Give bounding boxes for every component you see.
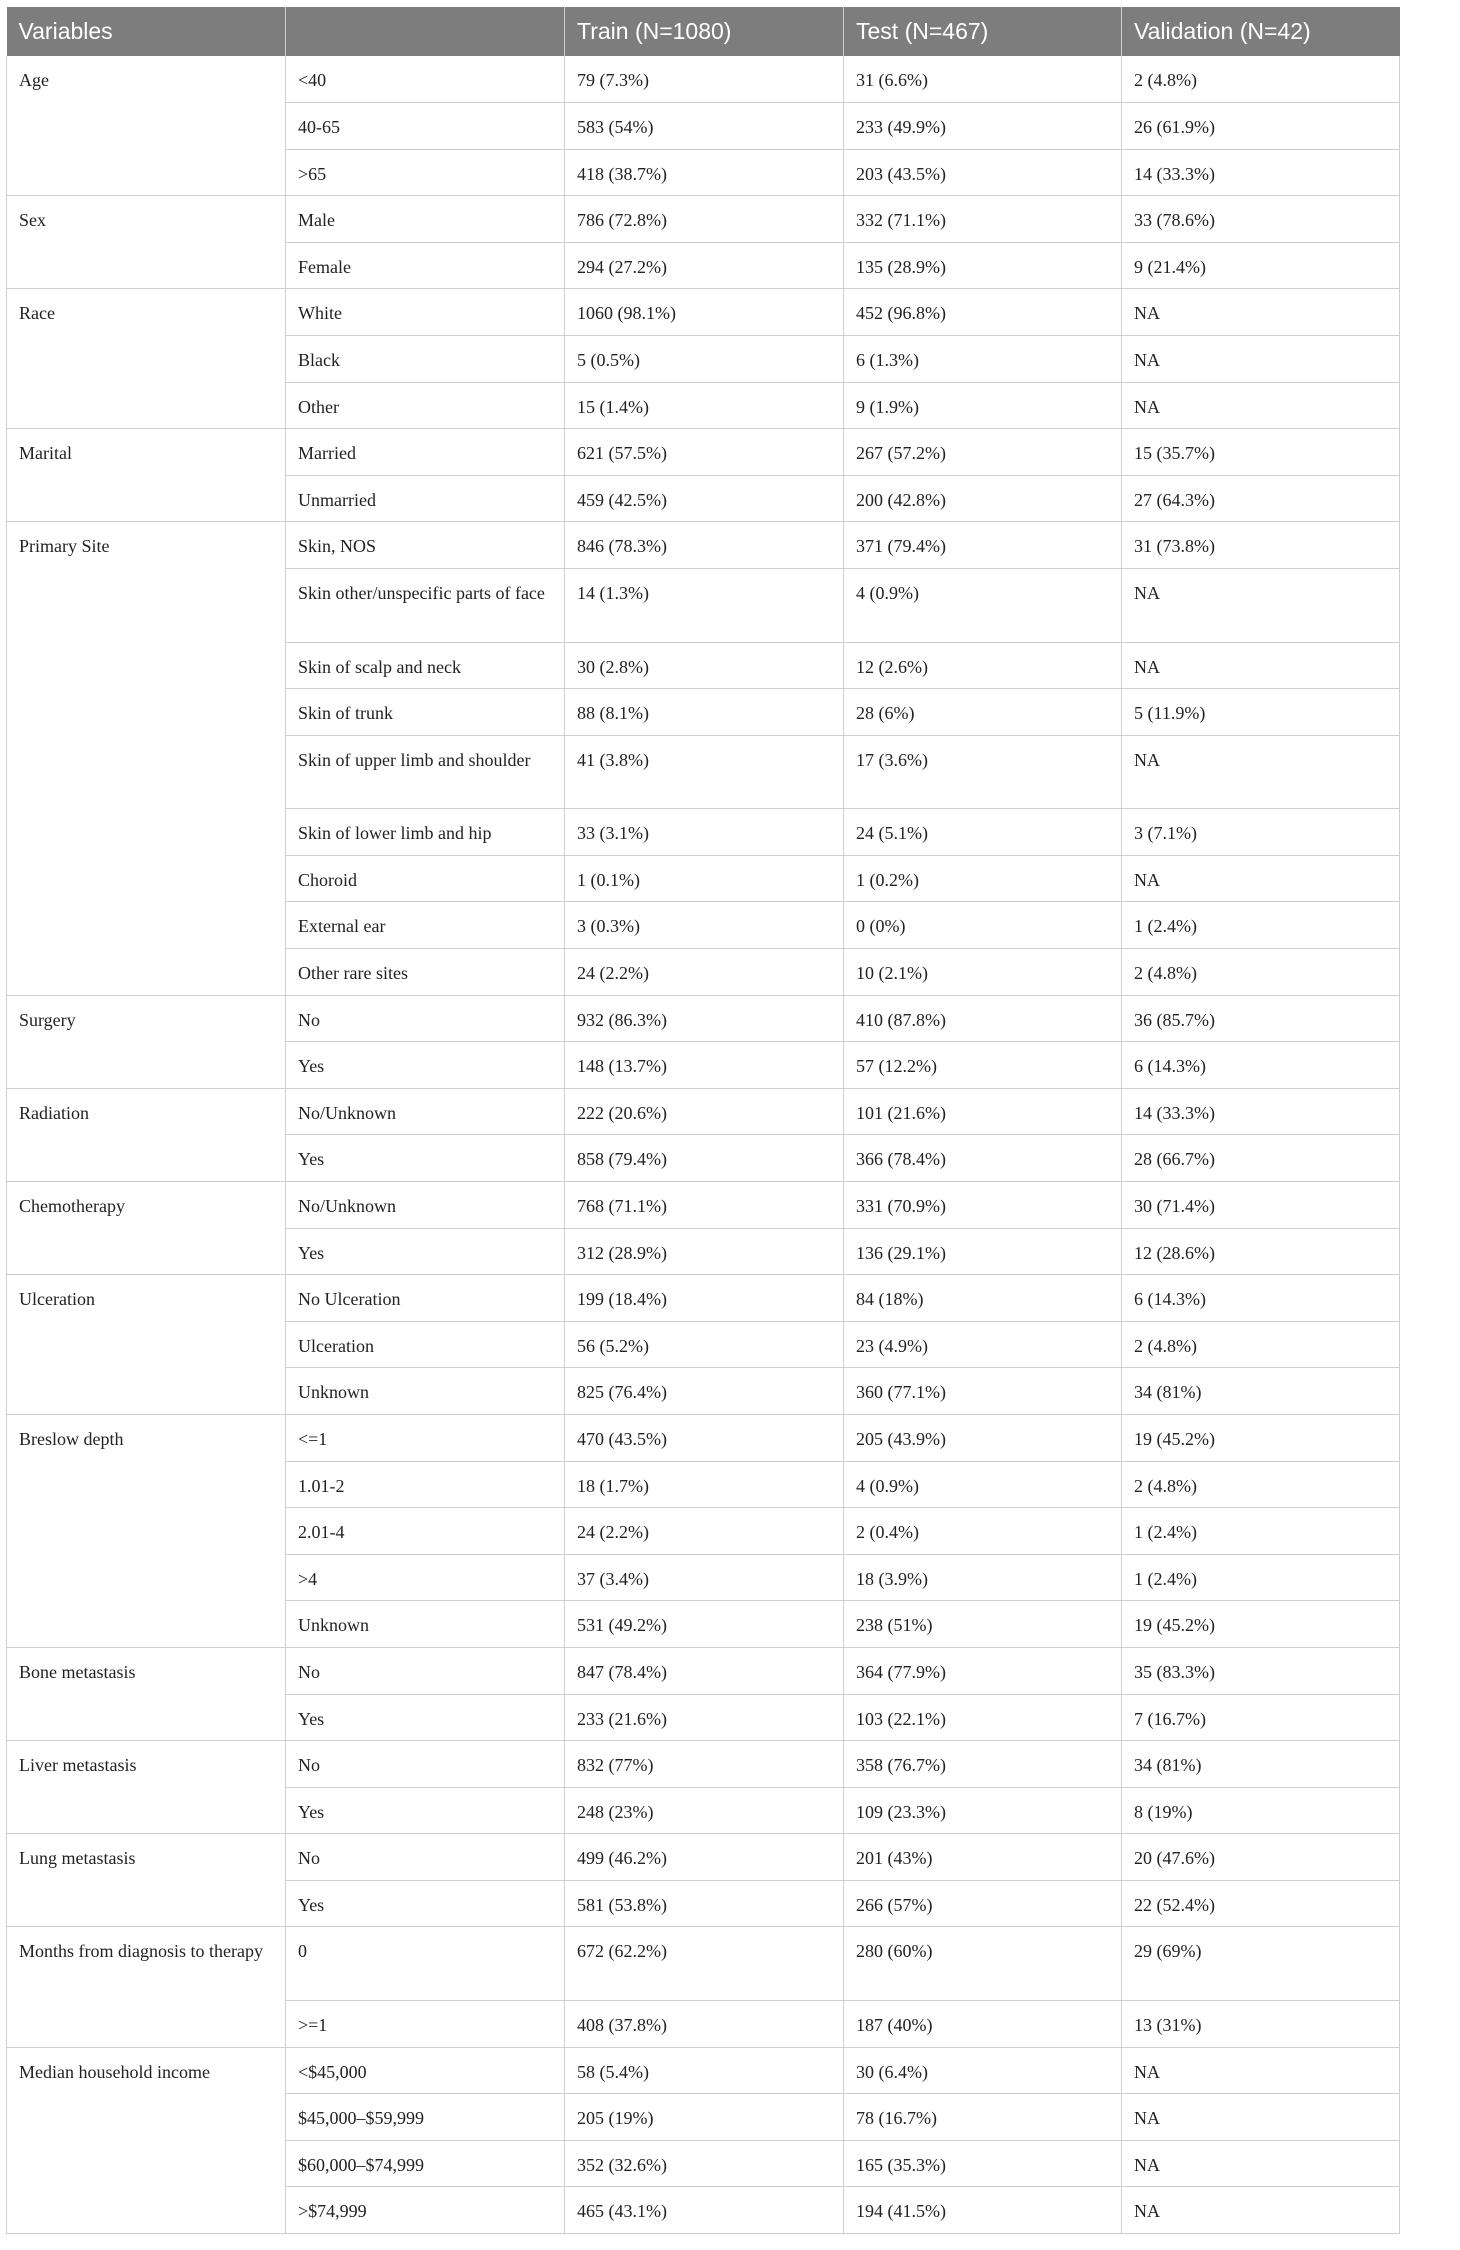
header-variables: Variables xyxy=(7,7,286,56)
cell-variable: Sex xyxy=(7,196,286,243)
cell-validation: 2 (4.8%) xyxy=(1122,1321,1400,1368)
cell-variable xyxy=(7,569,286,643)
cell-train: 470 (43.5%) xyxy=(565,1414,844,1461)
table-row xyxy=(7,1321,1400,1368)
cell-variable xyxy=(7,1787,286,1834)
cell-variable: Median household income xyxy=(7,2047,286,2094)
cell-variable xyxy=(7,735,286,809)
table-row xyxy=(7,56,1400,103)
cell-test: 24 (5.1%) xyxy=(844,809,1122,856)
cell-level: White xyxy=(286,289,565,336)
cell-test: 233 (49.9%) xyxy=(844,103,1122,150)
cell-variable xyxy=(7,2187,286,2234)
cell-test: 109 (23.3%) xyxy=(844,1787,1122,1834)
table-row xyxy=(7,475,1400,522)
table-row xyxy=(7,1135,1400,1182)
table-row xyxy=(7,149,1400,196)
cell-train: 24 (2.2%) xyxy=(565,1508,844,1555)
cell-validation: 6 (14.3%) xyxy=(1122,1042,1400,1089)
cell-test: 57 (12.2%) xyxy=(844,1042,1122,1089)
table-row xyxy=(7,1694,1400,1741)
cell-validation: 31 (73.8%) xyxy=(1122,522,1400,569)
cell-train: 786 (72.8%) xyxy=(565,196,844,243)
cell-validation: 26 (61.9%) xyxy=(1122,103,1400,150)
cell-variable xyxy=(7,1601,286,1648)
cell-validation: NA xyxy=(1122,336,1400,383)
cell-train: 199 (18.4%) xyxy=(565,1275,844,1322)
cell-variable xyxy=(7,103,286,150)
cell-validation: 2 (4.8%) xyxy=(1122,1461,1400,1508)
cell-test: 332 (71.1%) xyxy=(844,196,1122,243)
cell-validation: 34 (81%) xyxy=(1122,1368,1400,1415)
cell-test: 205 (43.9%) xyxy=(844,1414,1122,1461)
table-row xyxy=(7,289,1400,336)
cell-validation: 22 (52.4%) xyxy=(1122,1880,1400,1927)
cell-variable xyxy=(7,689,286,736)
cell-train: 3 (0.3%) xyxy=(565,902,844,949)
cell-validation: NA xyxy=(1122,735,1400,809)
cell-validation: 14 (33.3%) xyxy=(1122,149,1400,196)
cell-test: 10 (2.1%) xyxy=(844,949,1122,996)
cell-level: 2.01-4 xyxy=(286,1508,565,1555)
cell-train: 37 (3.4%) xyxy=(565,1554,844,1601)
cell-train: 621 (57.5%) xyxy=(565,429,844,476)
table-row xyxy=(7,336,1400,383)
cell-validation: NA xyxy=(1122,2047,1400,2094)
cell-variable: Liver metastasis xyxy=(7,1741,286,1788)
cell-level: Skin, NOS xyxy=(286,522,565,569)
cell-variable xyxy=(7,2000,286,2047)
cell-level: Other rare sites xyxy=(286,949,565,996)
cell-train: 58 (5.4%) xyxy=(565,2047,844,2094)
cell-test: 410 (87.8%) xyxy=(844,995,1122,1042)
cell-test: 331 (70.9%) xyxy=(844,1181,1122,1228)
cell-train: 15 (1.4%) xyxy=(565,382,844,429)
table-row xyxy=(7,1834,1400,1881)
table-body xyxy=(7,56,1400,2233)
cell-validation: 36 (85.7%) xyxy=(1122,995,1400,1042)
cell-validation: 12 (28.6%) xyxy=(1122,1228,1400,1275)
table-row xyxy=(7,1275,1400,1322)
cell-train: 465 (43.1%) xyxy=(565,2187,844,2234)
cell-variable: Race xyxy=(7,289,286,336)
cell-validation: 35 (83.3%) xyxy=(1122,1647,1400,1694)
cell-variable xyxy=(7,949,286,996)
cell-level: Married xyxy=(286,429,565,476)
table-row xyxy=(7,902,1400,949)
table-row xyxy=(7,995,1400,1042)
cell-validation: 19 (45.2%) xyxy=(1122,1414,1400,1461)
cell-variable xyxy=(7,1042,286,1089)
cell-level: <40 xyxy=(286,56,565,103)
cell-level: Yes xyxy=(286,1787,565,1834)
cell-validation: NA xyxy=(1122,569,1400,643)
cell-train: 531 (49.2%) xyxy=(565,1601,844,1648)
cell-variable xyxy=(7,1694,286,1741)
cell-test: 452 (96.8%) xyxy=(844,289,1122,336)
cell-train: 205 (19%) xyxy=(565,2094,844,2141)
baseline-characteristics-table xyxy=(6,7,1400,2234)
cell-level: <=1 xyxy=(286,1414,565,1461)
cell-level: No/Unknown xyxy=(286,1181,565,1228)
cell-variable: Age xyxy=(7,56,286,103)
cell-test: 266 (57%) xyxy=(844,1880,1122,1927)
cell-train: 932 (86.3%) xyxy=(565,995,844,1042)
cell-test: 187 (40%) xyxy=(844,2000,1122,2047)
table-row xyxy=(7,809,1400,856)
cell-variable xyxy=(7,382,286,429)
cell-test: 0 (0%) xyxy=(844,902,1122,949)
cell-test: 6 (1.3%) xyxy=(844,336,1122,383)
cell-test: 84 (18%) xyxy=(844,1275,1122,1322)
cell-train: 79 (7.3%) xyxy=(565,56,844,103)
cell-level: Yes xyxy=(286,1135,565,1182)
cell-validation: 7 (16.7%) xyxy=(1122,1694,1400,1741)
cell-train: 768 (71.1%) xyxy=(565,1181,844,1228)
cell-train: 581 (53.8%) xyxy=(565,1880,844,1927)
cell-train: 294 (27.2%) xyxy=(565,242,844,289)
table-row xyxy=(7,2187,1400,2234)
cell-validation: NA xyxy=(1122,2094,1400,2141)
cell-test: 267 (57.2%) xyxy=(844,429,1122,476)
cell-train: 312 (28.9%) xyxy=(565,1228,844,1275)
cell-train: 1060 (98.1%) xyxy=(565,289,844,336)
cell-variable xyxy=(7,336,286,383)
header-row xyxy=(7,7,1400,56)
cell-test: 9 (1.9%) xyxy=(844,382,1122,429)
cell-level: 0 xyxy=(286,1927,565,2001)
cell-variable xyxy=(7,1135,286,1182)
cell-validation: 8 (19%) xyxy=(1122,1787,1400,1834)
cell-variable xyxy=(7,2140,286,2187)
cell-level: No xyxy=(286,1741,565,1788)
table-row xyxy=(7,949,1400,996)
cell-level: No Ulceration xyxy=(286,1275,565,1322)
cell-train: 222 (20.6%) xyxy=(565,1088,844,1135)
cell-level: <$45,000 xyxy=(286,2047,565,2094)
cell-level: External ear xyxy=(286,902,565,949)
table-row xyxy=(7,2047,1400,2094)
cell-level: >$74,999 xyxy=(286,2187,565,2234)
cell-train: 248 (23%) xyxy=(565,1787,844,1834)
cell-level: Choroid xyxy=(286,855,565,902)
cell-train: 408 (37.8%) xyxy=(565,2000,844,2047)
table-row xyxy=(7,1554,1400,1601)
table-row xyxy=(7,1601,1400,1648)
cell-level: Skin of scalp and neck xyxy=(286,642,565,689)
table-row xyxy=(7,855,1400,902)
cell-variable xyxy=(7,855,286,902)
cell-train: 5 (0.5%) xyxy=(565,336,844,383)
cell-level: Black xyxy=(286,336,565,383)
table-row xyxy=(7,1228,1400,1275)
cell-test: 201 (43%) xyxy=(844,1834,1122,1881)
cell-validation: NA xyxy=(1122,2140,1400,2187)
table-row xyxy=(7,1181,1400,1228)
cell-test: 238 (51%) xyxy=(844,1601,1122,1648)
cell-test: 358 (76.7%) xyxy=(844,1741,1122,1788)
cell-level: Ulceration xyxy=(286,1321,565,1368)
cell-test: 194 (41.5%) xyxy=(844,2187,1122,2234)
cell-validation: 13 (31%) xyxy=(1122,2000,1400,2047)
cell-validation: 33 (78.6%) xyxy=(1122,196,1400,243)
cell-variable xyxy=(7,1554,286,1601)
cell-test: 101 (21.6%) xyxy=(844,1088,1122,1135)
cell-train: 30 (2.8%) xyxy=(565,642,844,689)
cell-variable: Primary Site xyxy=(7,522,286,569)
cell-test: 136 (29.1%) xyxy=(844,1228,1122,1275)
cell-validation: 28 (66.7%) xyxy=(1122,1135,1400,1182)
table-row xyxy=(7,689,1400,736)
cell-test: 28 (6%) xyxy=(844,689,1122,736)
header-validation: Validation (N=42) xyxy=(1122,7,1400,56)
cell-train: 352 (32.6%) xyxy=(565,2140,844,2187)
cell-train: 1 (0.1%) xyxy=(565,855,844,902)
table-row xyxy=(7,1787,1400,1834)
cell-train: 233 (21.6%) xyxy=(565,1694,844,1741)
cell-test: 30 (6.4%) xyxy=(844,2047,1122,2094)
cell-variable: Radiation xyxy=(7,1088,286,1135)
header-train: Train (N=1080) xyxy=(565,7,844,56)
table-header xyxy=(7,7,1400,56)
header-test: Test (N=467) xyxy=(844,7,1122,56)
cell-variable xyxy=(7,475,286,522)
cell-variable xyxy=(7,1368,286,1415)
cell-variable: Chemotherapy xyxy=(7,1181,286,1228)
cell-train: 583 (54%) xyxy=(565,103,844,150)
cell-test: 135 (28.9%) xyxy=(844,242,1122,289)
cell-variable xyxy=(7,902,286,949)
cell-validation: 9 (21.4%) xyxy=(1122,242,1400,289)
cell-level: Unknown xyxy=(286,1601,565,1648)
cell-train: 832 (77%) xyxy=(565,1741,844,1788)
cell-level: Unmarried xyxy=(286,475,565,522)
cell-validation: 3 (7.1%) xyxy=(1122,809,1400,856)
cell-level: $45,000–$59,999 xyxy=(286,2094,565,2141)
cell-train: 846 (78.3%) xyxy=(565,522,844,569)
table-row xyxy=(7,522,1400,569)
cell-validation: 15 (35.7%) xyxy=(1122,429,1400,476)
table-row xyxy=(7,1461,1400,1508)
cell-level: Skin other/unspecific parts of face xyxy=(286,569,565,643)
table-row xyxy=(7,569,1400,643)
table-row xyxy=(7,642,1400,689)
cell-validation: NA xyxy=(1122,2187,1400,2234)
cell-train: 825 (76.4%) xyxy=(565,1368,844,1415)
cell-variable xyxy=(7,1321,286,1368)
cell-test: 203 (43.5%) xyxy=(844,149,1122,196)
cell-level: Yes xyxy=(286,1880,565,1927)
cell-level: No xyxy=(286,995,565,1042)
cell-level: $60,000–$74,999 xyxy=(286,2140,565,2187)
cell-test: 4 (0.9%) xyxy=(844,569,1122,643)
table-row xyxy=(7,1508,1400,1555)
cell-variable xyxy=(7,149,286,196)
cell-validation: 29 (69%) xyxy=(1122,1927,1400,2001)
cell-variable xyxy=(7,1880,286,1927)
cell-train: 24 (2.2%) xyxy=(565,949,844,996)
cell-train: 459 (42.5%) xyxy=(565,475,844,522)
baseline-characteristics-table-container xyxy=(6,7,1399,2234)
cell-validation: 1 (2.4%) xyxy=(1122,1554,1400,1601)
cell-test: 360 (77.1%) xyxy=(844,1368,1122,1415)
cell-level: Skin of trunk xyxy=(286,689,565,736)
cell-validation: 19 (45.2%) xyxy=(1122,1601,1400,1648)
cell-test: 17 (3.6%) xyxy=(844,735,1122,809)
table-row xyxy=(7,242,1400,289)
cell-train: 56 (5.2%) xyxy=(565,1321,844,1368)
cell-test: 103 (22.1%) xyxy=(844,1694,1122,1741)
cell-level: Yes xyxy=(286,1694,565,1741)
cell-variable xyxy=(7,242,286,289)
cell-test: 78 (16.7%) xyxy=(844,2094,1122,2141)
table-row xyxy=(7,196,1400,243)
cell-validation: 2 (4.8%) xyxy=(1122,56,1400,103)
cell-level: >65 xyxy=(286,149,565,196)
cell-level: Female xyxy=(286,242,565,289)
table-row xyxy=(7,1647,1400,1694)
cell-level: 1.01-2 xyxy=(286,1461,565,1508)
cell-train: 88 (8.1%) xyxy=(565,689,844,736)
cell-test: 1 (0.2%) xyxy=(844,855,1122,902)
cell-validation: 30 (71.4%) xyxy=(1122,1181,1400,1228)
table-row xyxy=(7,1088,1400,1135)
cell-variable xyxy=(7,642,286,689)
cell-level: >4 xyxy=(286,1554,565,1601)
cell-variable: Surgery xyxy=(7,995,286,1042)
cell-validation: 1 (2.4%) xyxy=(1122,902,1400,949)
cell-test: 18 (3.9%) xyxy=(844,1554,1122,1601)
cell-level: Other xyxy=(286,382,565,429)
cell-variable: Ulceration xyxy=(7,1275,286,1322)
cell-train: 148 (13.7%) xyxy=(565,1042,844,1089)
cell-test: 2 (0.4%) xyxy=(844,1508,1122,1555)
cell-test: 12 (2.6%) xyxy=(844,642,1122,689)
table-row xyxy=(7,429,1400,476)
cell-validation: 5 (11.9%) xyxy=(1122,689,1400,736)
cell-test: 280 (60%) xyxy=(844,1927,1122,2001)
cell-validation: NA xyxy=(1122,642,1400,689)
cell-train: 41 (3.8%) xyxy=(565,735,844,809)
table-row xyxy=(7,103,1400,150)
cell-validation: 2 (4.8%) xyxy=(1122,949,1400,996)
cell-variable: Breslow depth xyxy=(7,1414,286,1461)
table-row xyxy=(7,1414,1400,1461)
cell-level: No xyxy=(286,1834,565,1881)
table-row xyxy=(7,1741,1400,1788)
table-row xyxy=(7,2000,1400,2047)
cell-level: No/Unknown xyxy=(286,1088,565,1135)
cell-test: 4 (0.9%) xyxy=(844,1461,1122,1508)
cell-train: 672 (62.2%) xyxy=(565,1927,844,2001)
cell-variable: Marital xyxy=(7,429,286,476)
cell-test: 200 (42.8%) xyxy=(844,475,1122,522)
cell-test: 371 (79.4%) xyxy=(844,522,1122,569)
cell-variable xyxy=(7,2094,286,2141)
cell-variable xyxy=(7,809,286,856)
cell-test: 165 (35.3%) xyxy=(844,2140,1122,2187)
cell-train: 858 (79.4%) xyxy=(565,1135,844,1182)
cell-train: 14 (1.3%) xyxy=(565,569,844,643)
cell-validation: 34 (81%) xyxy=(1122,1741,1400,1788)
cell-level: >=1 xyxy=(286,2000,565,2047)
cell-level: Yes xyxy=(286,1228,565,1275)
cell-validation: 6 (14.3%) xyxy=(1122,1275,1400,1322)
cell-test: 364 (77.9%) xyxy=(844,1647,1122,1694)
cell-test: 31 (6.6%) xyxy=(844,56,1122,103)
cell-validation: 27 (64.3%) xyxy=(1122,475,1400,522)
cell-train: 418 (38.7%) xyxy=(565,149,844,196)
cell-train: 33 (3.1%) xyxy=(565,809,844,856)
cell-validation: NA xyxy=(1122,289,1400,336)
table-row xyxy=(7,1368,1400,1415)
cell-variable: Bone metastasis xyxy=(7,1647,286,1694)
cell-variable xyxy=(7,1228,286,1275)
cell-level: 40-65 xyxy=(286,103,565,150)
cell-train: 499 (46.2%) xyxy=(565,1834,844,1881)
cell-level: Male xyxy=(286,196,565,243)
cell-validation: 1 (2.4%) xyxy=(1122,1508,1400,1555)
cell-level: Skin of lower limb and hip xyxy=(286,809,565,856)
cell-train: 847 (78.4%) xyxy=(565,1647,844,1694)
cell-level: Unknown xyxy=(286,1368,565,1415)
cell-level: Yes xyxy=(286,1042,565,1089)
table-row xyxy=(7,1042,1400,1089)
table-row xyxy=(7,1927,1400,2001)
cell-validation: NA xyxy=(1122,855,1400,902)
table-row xyxy=(7,1880,1400,1927)
table-row xyxy=(7,382,1400,429)
cell-variable: Months from diagnosis to therapy xyxy=(7,1927,286,2001)
cell-test: 366 (78.4%) xyxy=(844,1135,1122,1182)
cell-validation: NA xyxy=(1122,382,1400,429)
cell-validation: 20 (47.6%) xyxy=(1122,1834,1400,1881)
table-row xyxy=(7,2094,1400,2141)
table-row xyxy=(7,2140,1400,2187)
cell-variable xyxy=(7,1461,286,1508)
cell-level: Skin of upper limb and shoulder xyxy=(286,735,565,809)
cell-variable: Lung metastasis xyxy=(7,1834,286,1881)
header-level xyxy=(286,7,565,56)
cell-variable xyxy=(7,1508,286,1555)
cell-test: 23 (4.9%) xyxy=(844,1321,1122,1368)
cell-train: 18 (1.7%) xyxy=(565,1461,844,1508)
cell-level: No xyxy=(286,1647,565,1694)
cell-validation: 14 (33.3%) xyxy=(1122,1088,1400,1135)
table-row xyxy=(7,735,1400,809)
